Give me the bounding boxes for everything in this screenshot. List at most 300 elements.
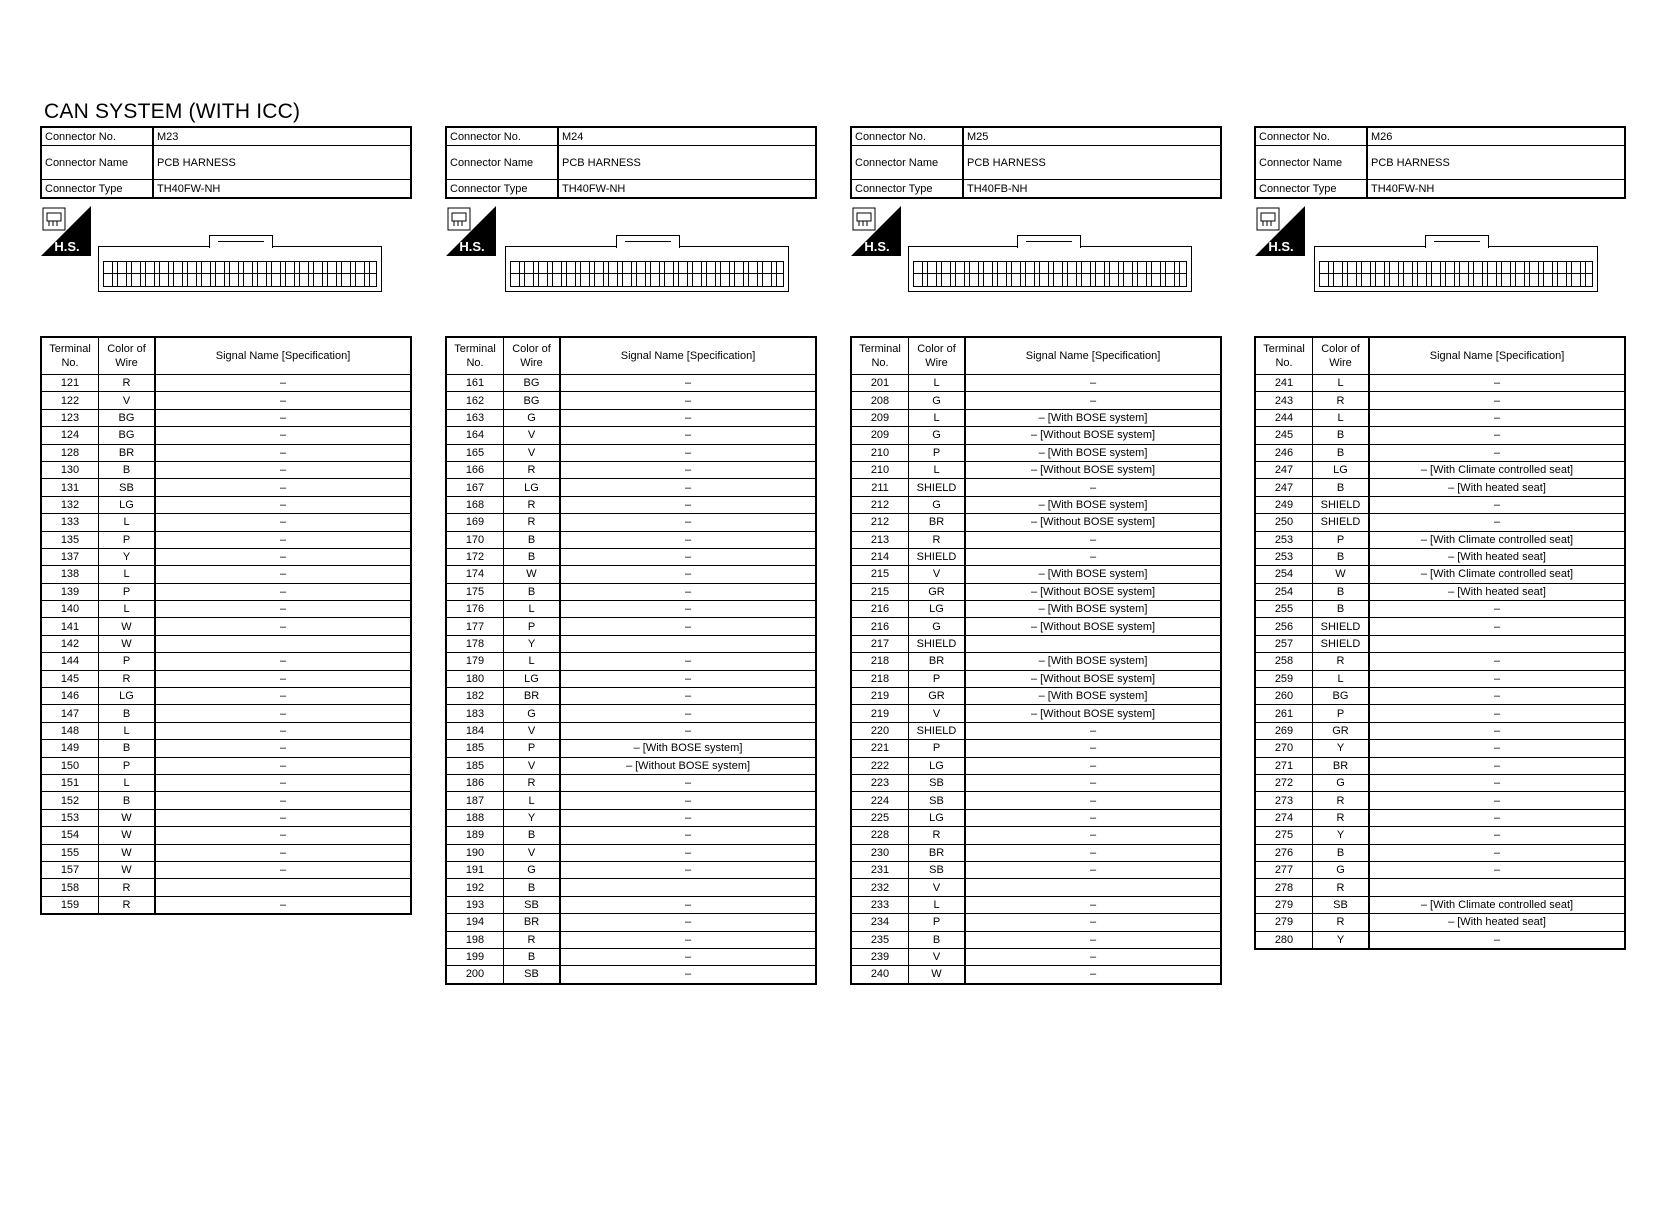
table-row: [851, 809, 1221, 826]
terminal-no-cell: 151: [41, 774, 99, 791]
terminal-no-cell: 144: [41, 653, 99, 670]
wire-color-cell: G: [504, 861, 561, 878]
table-row: [1255, 409, 1625, 426]
harness-side-icon: [851, 206, 901, 256]
wire-color-cell: GR: [1313, 722, 1370, 739]
signal-name-cell: – [Without BOSE system]: [965, 514, 1221, 531]
connector-pin-grid: [913, 261, 1187, 287]
terminal-no-cell: 217: [851, 635, 909, 652]
wire-color-cell: B: [1313, 479, 1370, 496]
signal-name-cell: – [With Climate controlled seat]: [1369, 531, 1625, 548]
table-row: [851, 740, 1221, 757]
table-row: [446, 879, 816, 896]
table-row: [851, 427, 1221, 444]
terminal-no-cell: 162: [446, 392, 504, 409]
table-row: [446, 601, 816, 618]
wire-color-cell: BG: [99, 409, 156, 426]
table-row: [41, 653, 411, 670]
terminal-no-cell: 209: [851, 427, 909, 444]
terminal-no-cell: 212: [851, 496, 909, 513]
wire-color-cell: R: [1313, 809, 1370, 826]
signal-name-cell: –: [155, 444, 411, 461]
terminal-no-cell: 275: [1255, 827, 1313, 844]
table-row: [446, 844, 816, 861]
wire-color-cell: B: [909, 931, 966, 948]
wire-color-cell: R: [504, 496, 561, 513]
terminal-no-cell: 260: [1255, 688, 1313, 705]
terminal-no-cell: 278: [1255, 879, 1313, 896]
wire-color-cell: Y: [99, 548, 156, 565]
wire-color-cell: L: [504, 601, 561, 618]
connector-type-value: TH40FB-NH: [963, 180, 1221, 199]
table-row: [41, 479, 411, 496]
table-row: [41, 635, 411, 652]
wire-color-cell: SHIELD: [909, 722, 966, 739]
terminal-no-cell: 274: [1255, 809, 1313, 826]
wire-color-cell: G: [1313, 774, 1370, 791]
signal-name-cell: –: [155, 548, 411, 565]
signal-name-cell: –: [560, 722, 816, 739]
wire-color-cell: GR: [909, 688, 966, 705]
wire-color-cell: P: [504, 618, 561, 635]
signal-name-cell: –: [560, 827, 816, 844]
wire-color-cell: BR: [504, 688, 561, 705]
wire-color-cell: P: [909, 670, 966, 687]
table-row: [41, 792, 411, 809]
terminal-no-cell: 187: [446, 792, 504, 809]
connector-type-label: Connector Type: [1255, 180, 1367, 199]
terminal-no-cell: 256: [1255, 618, 1313, 635]
signal-name-cell: – [With heated seat]: [1369, 914, 1625, 931]
signal-name-cell: –: [560, 496, 816, 513]
terminal-no-cell: 175: [446, 583, 504, 600]
signal-name-cell: –: [965, 757, 1221, 774]
signal-name-cell: –: [155, 583, 411, 600]
terminal-no-cell: 188: [446, 809, 504, 826]
signal-name-cell: – [With BOSE system]: [965, 653, 1221, 670]
signal-name-cell: [1369, 879, 1625, 896]
signal-name-cell: –: [965, 479, 1221, 496]
terminal-no-cell: 166: [446, 461, 504, 478]
terminal-no-cell: 219: [851, 688, 909, 705]
signal-name-cell: – [With heated seat]: [1369, 479, 1625, 496]
table-row: [851, 896, 1221, 913]
wire-color-cell: R: [99, 879, 156, 896]
signal-name-cell: –: [560, 427, 816, 444]
wire-color-cell: Y: [1313, 931, 1370, 949]
signal-name-cell: –: [560, 844, 816, 861]
signal-name-cell: [155, 879, 411, 896]
hs-label: H.S.: [864, 239, 890, 254]
wire-color-cell: R: [909, 827, 966, 844]
signal-name-cell: –: [560, 444, 816, 461]
table-row: [851, 966, 1221, 984]
signal-name-cell: –: [965, 809, 1221, 826]
signal-name-cell: –: [1369, 722, 1625, 739]
wire-color-cell: L: [99, 722, 156, 739]
wire-color-cell: W: [99, 861, 156, 878]
table-row: [1255, 774, 1625, 791]
wire-color-cell: W: [99, 809, 156, 826]
terminal-no-cell: 224: [851, 792, 909, 809]
header-terminal: Terminal No.: [851, 337, 909, 375]
table-row: [851, 583, 1221, 600]
table-row: [1255, 722, 1625, 739]
terminal-no-cell: 239: [851, 948, 909, 965]
table-row: [1255, 444, 1625, 461]
table-row: [446, 827, 816, 844]
wire-color-cell: L: [504, 653, 561, 670]
wire-color-cell: W: [99, 844, 156, 861]
table-row: [41, 601, 411, 618]
table-row: [1255, 479, 1625, 496]
table-row: [446, 531, 816, 548]
table-row: [446, 618, 816, 635]
wire-color-cell: P: [909, 914, 966, 931]
wire-color-cell: W: [1313, 566, 1370, 583]
wire-color-cell: V: [504, 722, 561, 739]
terminal-no-cell: 270: [1255, 740, 1313, 757]
table-row: [1255, 601, 1625, 618]
signal-name-cell: –: [560, 670, 816, 687]
connector-type-row: [1255, 180, 1625, 199]
connector-lock-tab: [1017, 235, 1081, 248]
connector-no-label: Connector No.: [41, 127, 153, 146]
table-row: [1255, 740, 1625, 757]
table-row: [1255, 618, 1625, 635]
table-row: [851, 548, 1221, 565]
page-title: CAN SYSTEM (WITH ICC): [44, 100, 301, 123]
wire-color-cell: BR: [99, 444, 156, 461]
connector-column-m25: [850, 126, 1222, 981]
terminal-table-header: [446, 337, 816, 375]
table-row: [446, 722, 816, 739]
terminal-no-cell: 168: [446, 496, 504, 513]
table-row: [446, 688, 816, 705]
signal-name-cell: –: [1369, 688, 1625, 705]
header-signal: Signal Name [Specification]: [965, 337, 1221, 375]
signal-name-cell: – [With BOSE system]: [965, 601, 1221, 618]
wire-color-cell: L: [909, 375, 966, 392]
wire-color-cell: BR: [504, 914, 561, 931]
terminal-no-cell: 158: [41, 879, 99, 896]
terminal-no-cell: 164: [446, 427, 504, 444]
terminal-no-cell: 121: [41, 375, 99, 392]
terminal-no-cell: 180: [446, 670, 504, 687]
terminal-no-cell: 185: [446, 757, 504, 774]
table-row: [851, 827, 1221, 844]
wire-color-cell: SHIELD: [909, 548, 966, 565]
connector-no-value: M23: [153, 127, 411, 146]
terminal-no-cell: 247: [1255, 479, 1313, 496]
wire-color-cell: LG: [504, 479, 561, 496]
signal-name-cell: –: [1369, 375, 1625, 392]
wire-color-cell: B: [1313, 548, 1370, 565]
table-row: [446, 548, 816, 565]
wire-color-cell: P: [504, 740, 561, 757]
table-row: [851, 792, 1221, 809]
signal-name-cell: – [With Climate controlled seat]: [1369, 566, 1625, 583]
signal-name-cell: –: [965, 931, 1221, 948]
connector-no-row: [1255, 127, 1625, 146]
terminal-no-cell: 213: [851, 531, 909, 548]
wire-color-cell: W: [99, 618, 156, 635]
signal-name-cell: –: [560, 792, 816, 809]
table-row: [41, 688, 411, 705]
table-row: [41, 566, 411, 583]
signal-name-cell: – [Without BOSE system]: [965, 705, 1221, 722]
signal-name-cell: –: [1369, 774, 1625, 791]
terminal-no-cell: 186: [446, 774, 504, 791]
table-row: [41, 844, 411, 861]
table-row: [1255, 514, 1625, 531]
connector-name-label: Connector Name: [1255, 146, 1367, 180]
header-terminal: Terminal No.: [41, 337, 99, 375]
signal-name-cell: –: [965, 531, 1221, 548]
terminal-no-cell: 277: [1255, 861, 1313, 878]
header-color: Color of Wire: [1313, 337, 1370, 375]
signal-name-cell: –: [965, 774, 1221, 791]
wire-color-cell: BG: [1313, 688, 1370, 705]
table-row: [446, 792, 816, 809]
terminal-no-cell: 243: [1255, 392, 1313, 409]
signal-name-cell: –: [155, 792, 411, 809]
signal-name-cell: –: [560, 653, 816, 670]
table-row: [1255, 392, 1625, 409]
table-row: [851, 948, 1221, 965]
wire-color-cell: BG: [99, 427, 156, 444]
signal-name-cell: – [With Climate controlled seat]: [1369, 461, 1625, 478]
signal-name-cell: [965, 879, 1221, 896]
table-row: [446, 948, 816, 965]
terminal-no-cell: 178: [446, 635, 504, 652]
wire-color-cell: BR: [909, 653, 966, 670]
table-row: [446, 427, 816, 444]
signal-name-cell: –: [155, 514, 411, 531]
wire-color-cell: Y: [504, 635, 561, 652]
signal-name-cell: –: [155, 653, 411, 670]
wire-color-cell: L: [99, 566, 156, 583]
terminal-no-cell: 128: [41, 444, 99, 461]
connector-type-label: Connector Type: [41, 180, 153, 199]
wire-color-cell: Y: [1313, 740, 1370, 757]
table-row: [41, 548, 411, 565]
wire-color-cell: Y: [504, 809, 561, 826]
connector-info-table: [1254, 126, 1626, 199]
terminal-no-cell: 228: [851, 827, 909, 844]
terminal-no-cell: 258: [1255, 653, 1313, 670]
signal-name-cell: –: [965, 548, 1221, 565]
wire-color-cell: R: [99, 896, 156, 914]
terminal-no-cell: 210: [851, 461, 909, 478]
terminal-no-cell: 234: [851, 914, 909, 931]
wire-color-cell: W: [504, 566, 561, 583]
terminal-no-cell: 253: [1255, 548, 1313, 565]
terminal-no-cell: 199: [446, 948, 504, 965]
table-row: [446, 653, 816, 670]
signal-name-cell: –: [965, 914, 1221, 931]
table-row: [851, 635, 1221, 652]
connector-info-table: [40, 126, 412, 199]
table-row: [1255, 931, 1625, 949]
signal-name-cell: –: [560, 966, 816, 984]
signal-name-cell: –: [560, 409, 816, 426]
wire-color-cell: BG: [504, 392, 561, 409]
table-row: [1255, 757, 1625, 774]
terminal-no-cell: 241: [1255, 375, 1313, 392]
terminal-no-cell: 255: [1255, 601, 1313, 618]
terminal-no-cell: 141: [41, 618, 99, 635]
terminal-no-cell: 184: [446, 722, 504, 739]
wire-color-cell: G: [909, 392, 966, 409]
signal-name-cell: –: [155, 757, 411, 774]
connector-no-value: M26: [1367, 127, 1625, 146]
wire-color-cell: LG: [99, 496, 156, 513]
wire-color-cell: P: [99, 531, 156, 548]
wire-color-cell: SHIELD: [1313, 635, 1370, 652]
table-row: [851, 392, 1221, 409]
wire-color-cell: P: [99, 653, 156, 670]
table-row: [1255, 896, 1625, 913]
terminal-no-cell: 169: [446, 514, 504, 531]
terminal-no-cell: 192: [446, 879, 504, 896]
terminal-no-cell: 132: [41, 496, 99, 513]
table-row: [446, 566, 816, 583]
terminal-no-cell: 272: [1255, 774, 1313, 791]
terminal-no-cell: 269: [1255, 722, 1313, 739]
signal-name-cell: –: [155, 861, 411, 878]
signal-name-cell: –: [560, 688, 816, 705]
terminal-no-cell: 139: [41, 583, 99, 600]
header-color: Color of Wire: [504, 337, 561, 375]
wire-color-cell: P: [99, 757, 156, 774]
terminal-no-cell: 135: [41, 531, 99, 548]
connector-type-value: TH40FW-NH: [558, 180, 816, 199]
terminal-table-header: [851, 337, 1221, 375]
wire-color-cell: B: [99, 740, 156, 757]
terminal-no-cell: 167: [446, 479, 504, 496]
wire-color-cell: W: [99, 635, 156, 652]
connector-type-row: [446, 180, 816, 199]
terminal-no-cell: 124: [41, 427, 99, 444]
table-row: [446, 705, 816, 722]
table-row: [41, 444, 411, 461]
table-row: [41, 427, 411, 444]
signal-name-cell: –: [1369, 601, 1625, 618]
signal-name-cell: –: [155, 844, 411, 861]
connector-name-label: Connector Name: [851, 146, 963, 180]
wire-color-cell: L: [99, 601, 156, 618]
signal-name-cell: [1369, 635, 1625, 652]
connector-name-value: PCB HARNESS: [558, 146, 816, 180]
signal-name-cell: –: [560, 601, 816, 618]
signal-name-cell: –: [155, 670, 411, 687]
wire-color-cell: GR: [909, 583, 966, 600]
terminal-no-cell: 153: [41, 809, 99, 826]
signal-name-cell: –: [560, 461, 816, 478]
terminal-no-cell: 235: [851, 931, 909, 948]
wire-color-cell: BR: [909, 844, 966, 861]
signal-name-cell: –: [560, 705, 816, 722]
table-row: [41, 461, 411, 478]
terminal-no-cell: 276: [1255, 844, 1313, 861]
table-row: [446, 479, 816, 496]
terminal-no-cell: 279: [1255, 914, 1313, 931]
table-row: [41, 409, 411, 426]
table-row: [41, 740, 411, 757]
wire-color-cell: SB: [99, 479, 156, 496]
table-row: [1255, 809, 1625, 826]
wire-color-cell: SHIELD: [1313, 618, 1370, 635]
table-row: [851, 618, 1221, 635]
harness-side-icon: [446, 206, 496, 256]
signal-name-cell: –: [965, 722, 1221, 739]
wire-color-cell: SHIELD: [1313, 496, 1370, 513]
table-row: [41, 705, 411, 722]
terminal-no-cell: 191: [446, 861, 504, 878]
table-row: [446, 931, 816, 948]
terminal-no-cell: 216: [851, 601, 909, 618]
terminal-no-cell: 165: [446, 444, 504, 461]
wire-color-cell: BG: [504, 375, 561, 392]
wire-color-cell: G: [909, 618, 966, 635]
signal-name-cell: –: [155, 409, 411, 426]
connector-name-label: Connector Name: [41, 146, 153, 180]
terminal-no-cell: 185: [446, 740, 504, 757]
terminal-no-cell: 211: [851, 479, 909, 496]
signal-name-cell: –: [1369, 392, 1625, 409]
wire-color-cell: LG: [909, 601, 966, 618]
wire-color-cell: LG: [99, 688, 156, 705]
terminal-no-cell: 149: [41, 740, 99, 757]
wire-color-cell: B: [504, 548, 561, 565]
wire-color-cell: P: [1313, 531, 1370, 548]
signal-name-cell: – [Without BOSE system]: [965, 461, 1221, 478]
terminal-no-cell: 138: [41, 566, 99, 583]
connector-no-row: [446, 127, 816, 146]
terminal-table: [445, 336, 817, 985]
wire-color-cell: SB: [504, 966, 561, 984]
wire-color-cell: V: [504, 844, 561, 861]
header-color: Color of Wire: [99, 337, 156, 375]
terminal-no-cell: 189: [446, 827, 504, 844]
table-row: [1255, 496, 1625, 513]
signal-name-cell: –: [965, 740, 1221, 757]
wire-color-cell: R: [1313, 653, 1370, 670]
wire-color-cell: R: [1313, 879, 1370, 896]
connector-no-label: Connector No.: [851, 127, 963, 146]
signal-name-cell: –: [1369, 757, 1625, 774]
table-row: [446, 375, 816, 392]
signal-name-cell: –: [965, 896, 1221, 913]
connector-column-m23: [40, 126, 412, 911]
wire-color-cell: V: [504, 427, 561, 444]
wire-color-cell: B: [504, 948, 561, 965]
wire-color-cell: LG: [909, 757, 966, 774]
signal-name-cell: –: [560, 948, 816, 965]
table-row: [851, 670, 1221, 687]
signal-name-cell: –: [560, 531, 816, 548]
header-color: Color of Wire: [909, 337, 966, 375]
table-row: [446, 809, 816, 826]
terminal-no-cell: 179: [446, 653, 504, 670]
connector-pin-grid: [510, 261, 784, 287]
wire-color-cell: B: [1313, 601, 1370, 618]
table-row: [446, 774, 816, 791]
signal-name-cell: –: [560, 479, 816, 496]
wire-color-cell: B: [1313, 444, 1370, 461]
wire-color-cell: SHIELD: [909, 479, 966, 496]
